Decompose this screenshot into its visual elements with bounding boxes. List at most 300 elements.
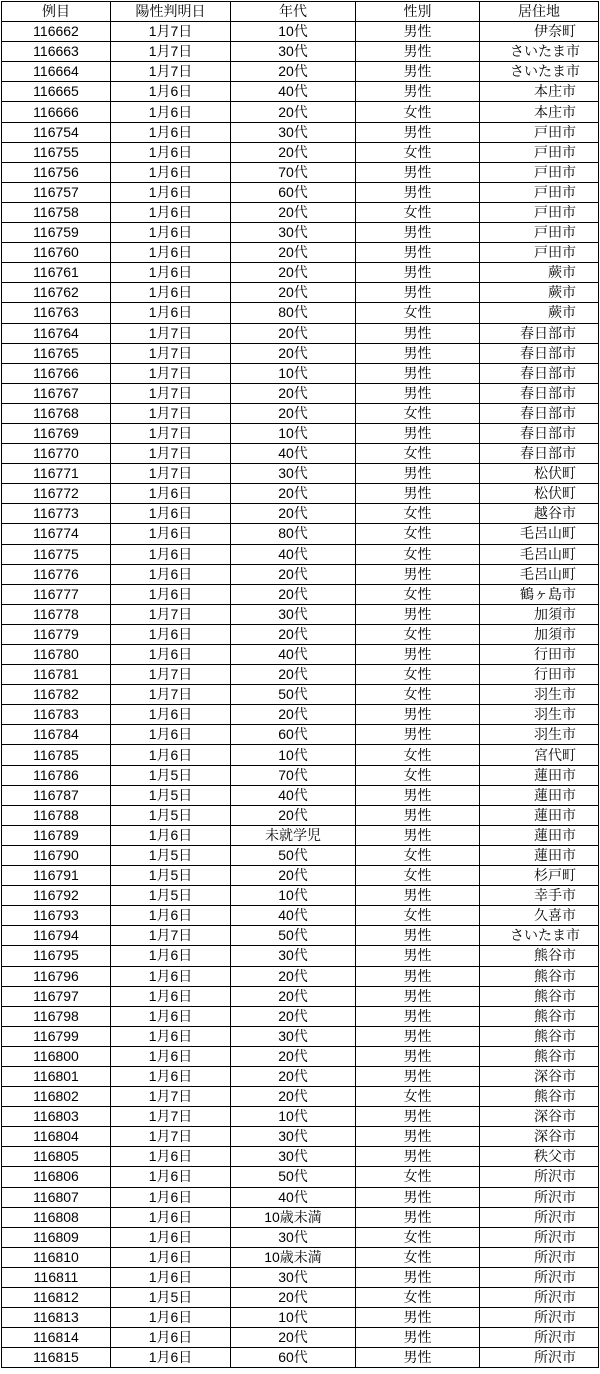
table-row (2, 926, 599, 946)
age-group-cell: 10代 (231, 22, 356, 42)
age-group-cell: 10歳未満 (231, 1207, 356, 1227)
age-group-cell: 10代 (231, 423, 356, 443)
case-number-cell: 116799 (2, 1026, 111, 1046)
sex-cell: 男性 (356, 966, 480, 986)
positive-date-cell: 1月6日 (111, 162, 231, 182)
table-row (2, 946, 599, 966)
residence-cell: 熊谷市 (480, 1026, 599, 1046)
positive-date-cell: 1月7日 (111, 444, 231, 464)
residence-cell: 鶴ヶ島市 (480, 584, 599, 604)
residence-cell: 毛呂山町 (480, 544, 599, 564)
residence-cell: さいたま市 (480, 42, 599, 62)
sex-cell: 男性 (356, 363, 480, 383)
sex-cell: 女性 (356, 745, 480, 765)
case-number-cell: 116793 (2, 906, 111, 926)
case-number-cell: 116780 (2, 645, 111, 665)
case-number-cell: 116760 (2, 243, 111, 263)
positive-date-cell: 1月6日 (111, 142, 231, 162)
positive-date-cell: 1月7日 (111, 343, 231, 363)
table-row (2, 1288, 599, 1308)
positive-date-cell: 1月6日 (111, 1167, 231, 1187)
sex-cell: 男性 (356, 22, 480, 42)
residence-cell: 加須市 (480, 604, 599, 624)
residence-cell: 戸田市 (480, 182, 599, 202)
case-number-cell: 116795 (2, 946, 111, 966)
sex-cell: 女性 (356, 504, 480, 524)
age-group-cell: 20代 (231, 323, 356, 343)
age-group-cell: 30代 (231, 1147, 356, 1167)
age-group-cell: 20代 (231, 705, 356, 725)
sex-cell: 男性 (356, 825, 480, 845)
residence-cell: 蕨市 (480, 283, 599, 303)
sex-cell: 男性 (356, 82, 480, 102)
age-group-cell: 30代 (231, 946, 356, 966)
table-row (2, 1187, 599, 1207)
case-number-cell: 116809 (2, 1227, 111, 1247)
case-number-cell: 116794 (2, 926, 111, 946)
age-group-cell: 20代 (231, 866, 356, 886)
residence-cell: 春日部市 (480, 343, 599, 363)
residence-cell: 春日部市 (480, 444, 599, 464)
table-row (2, 42, 599, 62)
case-number-cell: 116804 (2, 1127, 111, 1147)
residence-cell: 蓮田市 (480, 825, 599, 845)
residence-cell: 所沢市 (480, 1267, 599, 1287)
positive-date-cell: 1月7日 (111, 403, 231, 423)
age-group-cell: 50代 (231, 685, 356, 705)
case-number-cell: 116779 (2, 624, 111, 644)
residence-cell: 深谷市 (480, 1127, 599, 1147)
case-number-cell: 116797 (2, 986, 111, 1006)
residence-cell: 毛呂山町 (480, 524, 599, 544)
table-row (2, 22, 599, 42)
sex-cell: 男性 (356, 1066, 480, 1086)
case-number-cell: 116755 (2, 142, 111, 162)
positive-date-cell: 1月6日 (111, 645, 231, 665)
table-row (2, 263, 599, 283)
case-number-cell: 116766 (2, 363, 111, 383)
age-group-cell: 10代 (231, 1308, 356, 1328)
age-group-cell: 40代 (231, 82, 356, 102)
age-group-cell: 20代 (231, 805, 356, 825)
case-number-cell: 116771 (2, 464, 111, 484)
case-number-cell: 116777 (2, 584, 111, 604)
table-row (2, 102, 599, 122)
residence-cell: 所沢市 (480, 1247, 599, 1267)
case-number-cell: 116767 (2, 383, 111, 403)
table-row (2, 464, 599, 484)
case-number-cell: 116759 (2, 223, 111, 243)
age-group-cell: 60代 (231, 1348, 356, 1368)
case-number-cell: 116664 (2, 62, 111, 82)
age-group-cell: 20代 (231, 383, 356, 403)
residence-cell: 熊谷市 (480, 1046, 599, 1066)
case-number-cell: 116801 (2, 1066, 111, 1086)
residence-cell: 杉戸町 (480, 866, 599, 886)
table-row (2, 343, 599, 363)
age-group-cell: 10代 (231, 363, 356, 383)
residence-cell: 春日部市 (480, 363, 599, 383)
table-body (2, 22, 599, 1368)
table-row (2, 986, 599, 1006)
positive-date-cell: 1月5日 (111, 866, 231, 886)
age-group-cell: 10代 (231, 886, 356, 906)
age-group-cell: 20代 (231, 1006, 356, 1026)
sex-cell: 男性 (356, 946, 480, 966)
positive-date-cell: 1月7日 (111, 423, 231, 443)
residence-cell: 所沢市 (480, 1187, 599, 1207)
residence-cell: 松伏町 (480, 464, 599, 484)
positive-date-cell: 1月6日 (111, 986, 231, 1006)
header-case-number: 例目 (2, 2, 111, 22)
age-group-cell: 30代 (231, 1267, 356, 1287)
sex-cell: 女性 (356, 1087, 480, 1107)
positive-date-cell: 1月6日 (111, 725, 231, 745)
sex-cell: 男性 (356, 1006, 480, 1026)
age-group-cell: 30代 (231, 464, 356, 484)
positive-date-cell: 1月6日 (111, 1187, 231, 1207)
sex-cell: 女性 (356, 1247, 480, 1267)
positive-date-cell: 1月6日 (111, 1207, 231, 1227)
positive-date-cell: 1月6日 (111, 1328, 231, 1348)
table-row (2, 1147, 599, 1167)
residence-cell: 春日部市 (480, 323, 599, 343)
residence-cell: 春日部市 (480, 383, 599, 403)
case-number-cell: 116784 (2, 725, 111, 745)
positive-date-cell: 1月6日 (111, 584, 231, 604)
age-group-cell: 20代 (231, 263, 356, 283)
case-number-cell: 116815 (2, 1348, 111, 1368)
age-group-cell: 40代 (231, 1187, 356, 1207)
sex-cell: 女性 (356, 1167, 480, 1187)
case-number-cell: 116666 (2, 102, 111, 122)
age-group-cell: 30代 (231, 1026, 356, 1046)
age-group-cell: 10代 (231, 745, 356, 765)
positive-date-cell: 1月6日 (111, 524, 231, 544)
table-row (2, 283, 599, 303)
sex-cell: 女性 (356, 1227, 480, 1247)
case-number-cell: 116803 (2, 1107, 111, 1127)
case-number-cell: 116782 (2, 685, 111, 705)
sex-cell: 男性 (356, 645, 480, 665)
sex-cell: 男性 (356, 1147, 480, 1167)
residence-cell: 深谷市 (480, 1107, 599, 1127)
table-row (2, 142, 599, 162)
table-row (2, 745, 599, 765)
table-row (2, 825, 599, 845)
table-row (2, 966, 599, 986)
age-group-cell: 50代 (231, 845, 356, 865)
table-row (2, 725, 599, 745)
age-group-cell: 30代 (231, 604, 356, 624)
table-row (2, 122, 599, 142)
sex-cell: 男性 (356, 263, 480, 283)
table-row (2, 906, 599, 926)
table-row (2, 1267, 599, 1287)
positive-date-cell: 1月6日 (111, 1147, 231, 1167)
table-row (2, 845, 599, 865)
positive-date-cell: 1月6日 (111, 82, 231, 102)
residence-cell: 羽生市 (480, 705, 599, 725)
residence-cell: 深谷市 (480, 1066, 599, 1086)
residence-cell: 熊谷市 (480, 1087, 599, 1107)
positive-date-cell: 1月6日 (111, 1026, 231, 1046)
age-group-cell: 30代 (231, 1227, 356, 1247)
sex-cell: 女性 (356, 1288, 480, 1308)
sex-cell: 女性 (356, 142, 480, 162)
table-row (2, 162, 599, 182)
case-number-cell: 116756 (2, 162, 111, 182)
age-group-cell: 20代 (231, 1328, 356, 1348)
table-row (2, 1127, 599, 1147)
table-row (2, 504, 599, 524)
positive-date-cell: 1月6日 (111, 966, 231, 986)
table-row (2, 423, 599, 443)
residence-cell: 本庄市 (480, 82, 599, 102)
case-number-cell: 116802 (2, 1087, 111, 1107)
positive-date-cell: 1月7日 (111, 363, 231, 383)
header-sex: 性別 (356, 2, 480, 22)
sex-cell: 男性 (356, 1127, 480, 1147)
residence-cell: 羽生市 (480, 685, 599, 705)
sex-cell: 女性 (356, 765, 480, 785)
positive-date-cell: 1月6日 (111, 243, 231, 263)
residence-cell: 幸手市 (480, 886, 599, 906)
age-group-cell: 20代 (231, 343, 356, 363)
case-number-cell: 116758 (2, 202, 111, 222)
table-row (2, 383, 599, 403)
table-row (2, 604, 599, 624)
header-residence: 居住地 (480, 2, 599, 22)
sex-cell: 男性 (356, 1348, 480, 1368)
positive-date-cell: 1月6日 (111, 303, 231, 323)
sex-cell: 男性 (356, 162, 480, 182)
case-number-cell: 116763 (2, 303, 111, 323)
header-row (2, 2, 599, 22)
table-row (2, 1247, 599, 1267)
table-row (2, 1207, 599, 1227)
residence-cell: 所沢市 (480, 1288, 599, 1308)
case-number-cell: 116785 (2, 745, 111, 765)
positive-date-cell: 1月7日 (111, 665, 231, 685)
residence-cell: 蓮田市 (480, 765, 599, 785)
case-number-cell: 116762 (2, 283, 111, 303)
table-row (2, 584, 599, 604)
case-number-cell: 116810 (2, 1247, 111, 1267)
positive-date-cell: 1月6日 (111, 1227, 231, 1247)
table-row (2, 685, 599, 705)
table-row (2, 765, 599, 785)
sex-cell: 男性 (356, 725, 480, 745)
sex-cell: 男性 (356, 1026, 480, 1046)
age-group-cell: 80代 (231, 524, 356, 544)
positive-date-cell: 1月6日 (111, 504, 231, 524)
residence-cell: 所沢市 (480, 1167, 599, 1187)
header-age-group: 年代 (231, 2, 356, 22)
residence-cell: 蕨市 (480, 303, 599, 323)
case-number-cell: 116786 (2, 765, 111, 785)
sex-cell: 男性 (356, 926, 480, 946)
table-row (2, 524, 599, 544)
sex-cell: 男性 (356, 986, 480, 1006)
case-number-cell: 116814 (2, 1328, 111, 1348)
sex-cell: 女性 (356, 685, 480, 705)
table-row (2, 403, 599, 423)
age-group-cell: 20代 (231, 142, 356, 162)
sex-cell: 女性 (356, 303, 480, 323)
sex-cell: 女性 (356, 845, 480, 865)
table-row (2, 665, 599, 685)
age-group-cell: 60代 (231, 182, 356, 202)
residence-cell: 戸田市 (480, 162, 599, 182)
case-number-cell: 116798 (2, 1006, 111, 1026)
positive-date-cell: 1月6日 (111, 825, 231, 845)
age-group-cell: 70代 (231, 765, 356, 785)
residence-cell: 宮代町 (480, 745, 599, 765)
positive-date-cell: 1月7日 (111, 1107, 231, 1127)
case-number-cell: 116754 (2, 122, 111, 142)
sex-cell: 男性 (356, 805, 480, 825)
sex-cell: 女性 (356, 403, 480, 423)
age-group-cell: 20代 (231, 564, 356, 584)
positive-date-cell: 1月7日 (111, 926, 231, 946)
header-positive-date: 陽性判明日 (111, 2, 231, 22)
sex-cell: 女性 (356, 524, 480, 544)
positive-date-cell: 1月7日 (111, 1087, 231, 1107)
case-number-cell: 116807 (2, 1187, 111, 1207)
sex-cell: 男性 (356, 705, 480, 725)
positive-date-cell: 1月7日 (111, 62, 231, 82)
table-row (2, 1167, 599, 1187)
sex-cell: 女性 (356, 102, 480, 122)
case-number-cell: 116768 (2, 403, 111, 423)
residence-cell: 所沢市 (480, 1227, 599, 1247)
case-number-cell: 116790 (2, 845, 111, 865)
sex-cell: 男性 (356, 122, 480, 142)
case-number-cell: 116796 (2, 966, 111, 986)
case-number-cell: 116776 (2, 564, 111, 584)
case-number-cell: 116813 (2, 1308, 111, 1328)
positive-date-cell: 1月7日 (111, 22, 231, 42)
positive-date-cell: 1月6日 (111, 745, 231, 765)
residence-cell: 行田市 (480, 645, 599, 665)
residence-cell: 秩父市 (480, 1147, 599, 1167)
table-row (2, 544, 599, 564)
positive-date-cell: 1月5日 (111, 1288, 231, 1308)
table-row (2, 82, 599, 102)
table-row (2, 785, 599, 805)
table-row (2, 1066, 599, 1086)
age-group-cell: 20代 (231, 102, 356, 122)
residence-cell: 加須市 (480, 624, 599, 644)
positive-date-cell: 1月7日 (111, 685, 231, 705)
age-group-cell: 30代 (231, 122, 356, 142)
table-row (2, 564, 599, 584)
sex-cell: 男性 (356, 1107, 480, 1127)
positive-date-cell: 1月6日 (111, 1066, 231, 1086)
positive-date-cell: 1月5日 (111, 845, 231, 865)
case-number-cell: 116764 (2, 323, 111, 343)
positive-date-cell: 1月7日 (111, 383, 231, 403)
sex-cell: 女性 (356, 624, 480, 644)
case-number-cell: 116663 (2, 42, 111, 62)
sex-cell: 男性 (356, 343, 480, 363)
age-group-cell: 10代 (231, 1107, 356, 1127)
age-group-cell: 20代 (231, 1046, 356, 1066)
positive-date-cell: 1月7日 (111, 1127, 231, 1147)
residence-cell: 戸田市 (480, 243, 599, 263)
age-group-cell: 20代 (231, 1066, 356, 1086)
age-group-cell: 50代 (231, 1167, 356, 1187)
sex-cell: 男性 (356, 42, 480, 62)
residence-cell: 熊谷市 (480, 1006, 599, 1026)
sex-cell: 男性 (356, 383, 480, 403)
residence-cell: 毛呂山町 (480, 564, 599, 584)
positive-date-cell: 1月6日 (111, 1267, 231, 1287)
residence-cell: 蕨市 (480, 263, 599, 283)
residence-cell: 戸田市 (480, 202, 599, 222)
residence-cell: さいたま市 (480, 926, 599, 946)
age-group-cell: 20代 (231, 1087, 356, 1107)
positive-date-cell: 1月6日 (111, 202, 231, 222)
sex-cell: 女性 (356, 866, 480, 886)
case-number-cell: 116789 (2, 825, 111, 845)
sex-cell: 男性 (356, 323, 480, 343)
table-row (2, 303, 599, 323)
age-group-cell: 20代 (231, 986, 356, 1006)
residence-cell: 蓮田市 (480, 785, 599, 805)
table-row (2, 202, 599, 222)
positive-date-cell: 1月6日 (111, 1247, 231, 1267)
table-row (2, 444, 599, 464)
table-row (2, 1026, 599, 1046)
sex-cell: 男性 (356, 1267, 480, 1287)
sex-cell: 男性 (356, 1207, 480, 1227)
residence-cell: 羽生市 (480, 725, 599, 745)
case-number-cell: 116665 (2, 82, 111, 102)
table-row (2, 705, 599, 725)
case-number-cell: 116757 (2, 182, 111, 202)
table-row (2, 484, 599, 504)
table-row (2, 182, 599, 202)
case-number-cell: 116770 (2, 444, 111, 464)
table-row (2, 1227, 599, 1247)
residence-cell: 松伏町 (480, 484, 599, 504)
sex-cell: 男性 (356, 564, 480, 584)
case-number-cell: 116765 (2, 343, 111, 363)
age-group-cell: 10歳未満 (231, 1247, 356, 1267)
age-group-cell: 40代 (231, 785, 356, 805)
table-row (2, 243, 599, 263)
residence-cell: 熊谷市 (480, 966, 599, 986)
case-number-cell: 116761 (2, 263, 111, 283)
positive-date-cell: 1月5日 (111, 805, 231, 825)
sex-cell: 男性 (356, 1308, 480, 1328)
residence-cell: 所沢市 (480, 1207, 599, 1227)
table-row (2, 1006, 599, 1026)
residence-cell: 戸田市 (480, 122, 599, 142)
sex-cell: 男性 (356, 464, 480, 484)
sex-cell: 男性 (356, 1328, 480, 1348)
positive-date-cell: 1月6日 (111, 906, 231, 926)
case-number-cell: 116811 (2, 1267, 111, 1287)
case-number-cell: 116800 (2, 1046, 111, 1066)
residence-cell: 春日部市 (480, 423, 599, 443)
sex-cell: 女性 (356, 444, 480, 464)
sex-cell: 男性 (356, 604, 480, 624)
sex-cell: 男性 (356, 785, 480, 805)
age-group-cell: 20代 (231, 665, 356, 685)
